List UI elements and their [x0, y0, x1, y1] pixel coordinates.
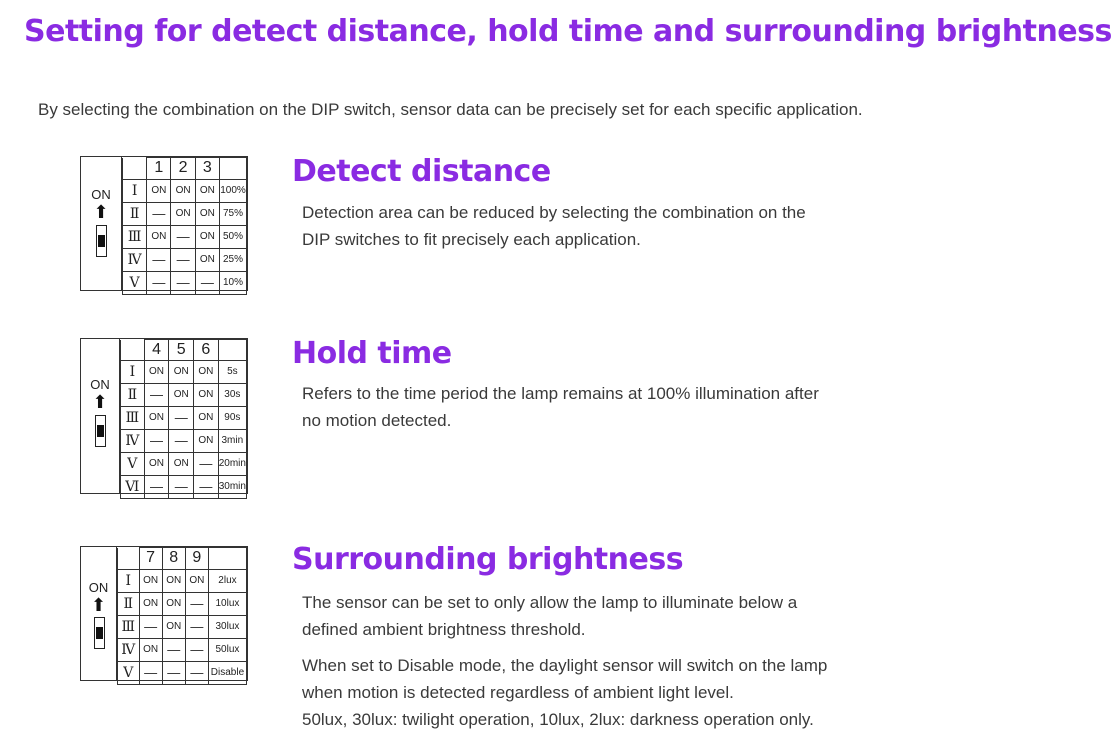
mode-numeral: Ⅴ [121, 452, 145, 475]
description-line: when motion is detected regardless of ambient light level. [302, 683, 734, 702]
switch-state-cell: — [147, 248, 171, 271]
switch-state-cell: — [185, 615, 208, 638]
setting-value-cell: 50lux [208, 638, 246, 661]
switch-state-cell: ON [162, 615, 185, 638]
page-title: Setting for detect distance, hold time and surrounding brightness [24, 14, 1112, 49]
switch-number-header: 3 [195, 158, 219, 180]
switch-state-cell: — [195, 271, 219, 294]
value-header-blank [219, 158, 246, 180]
table-row [123, 179, 247, 202]
switch-state-cell: ON [194, 429, 219, 452]
dip-switch-table [80, 546, 248, 681]
switch-number-header: 9 [185, 548, 208, 570]
table-row [118, 661, 247, 684]
switch-state-cell: ON [169, 383, 194, 406]
table-row [121, 452, 247, 475]
section-description [302, 199, 806, 253]
mode-numeral: Ⅳ [123, 248, 147, 271]
switch-state-cell: ON [144, 406, 169, 429]
setting-value-cell: 2lux [208, 569, 246, 592]
mode-numeral: Ⅲ [118, 615, 140, 638]
header-blank-cell [118, 548, 140, 570]
description-line: DIP switches to fit precisely each application. [302, 230, 641, 249]
switch-number-header: 4 [144, 340, 169, 361]
intro-text: By selecting the combination on the DIP switch, sensor data can be precisely set for each specific application. [38, 100, 863, 119]
switch-state-cell: ON [139, 638, 162, 661]
table-row [118, 615, 247, 638]
section-description [302, 589, 827, 733]
switch-state-cell: ON [162, 592, 185, 615]
switch-on-label: ON [90, 377, 110, 392]
switch-state-cell: — [185, 638, 208, 661]
mode-numeral: Ⅲ [123, 225, 147, 248]
switch-state-cell: ON [194, 406, 219, 429]
header-blank-cell [121, 340, 145, 361]
setting-value-cell: 10lux [208, 592, 246, 615]
description-line: Detection area can be reduced by selecting the combination on the [302, 203, 806, 222]
dip-combination-table [122, 157, 247, 295]
description-line: When set to Disable mode, the daylight sensor will switch on the lamp [302, 656, 828, 675]
description-line: Refers to the time period the lamp remains at 100% illumination after [302, 384, 819, 403]
switch-number-header: 1 [147, 158, 171, 180]
dip-switch-table [80, 156, 248, 291]
table-row [123, 202, 247, 225]
switch-state-cell: ON [195, 179, 219, 202]
switch-state-cell: — [169, 406, 194, 429]
dip-combination-table [120, 339, 247, 499]
mode-numeral: Ⅰ [123, 179, 147, 202]
switch-state-cell: — [162, 661, 185, 684]
switch-slider-icon [94, 617, 105, 649]
switch-state-cell: ON [169, 452, 194, 475]
setting-value-cell: 75% [219, 202, 246, 225]
switch-state-cell: ON [147, 225, 171, 248]
switch-slider-icon [96, 225, 107, 257]
table-row [118, 638, 247, 661]
dip-switch-illustration [81, 157, 122, 290]
mode-numeral: Ⅳ [118, 638, 140, 661]
switch-state-cell: — [144, 429, 169, 452]
table-row [121, 383, 247, 406]
switch-number-header: 5 [169, 340, 194, 361]
switch-state-cell: ON [144, 360, 169, 383]
mode-numeral: Ⅱ [121, 383, 145, 406]
setting-value-cell: 30lux [208, 615, 246, 638]
section-description [302, 380, 819, 434]
mode-numeral: Ⅱ [123, 202, 147, 225]
mode-numeral: Ⅴ [123, 271, 147, 294]
section-heading: Hold time [292, 336, 452, 371]
switch-state-cell: — [144, 383, 169, 406]
arrow-up-icon: ⬆ [90, 595, 107, 615]
arrow-up-icon: ⬆ [93, 202, 109, 222]
switch-state-cell: — [171, 225, 195, 248]
table-row [118, 569, 247, 592]
table-header-row [123, 158, 247, 180]
setting-value-cell: 25% [219, 248, 246, 271]
switch-state-cell: — [144, 475, 169, 498]
setting-value-cell: 50% [219, 225, 246, 248]
section-heading: Detect distance [292, 154, 551, 189]
switch-state-cell: ON [144, 452, 169, 475]
table-row [123, 271, 247, 294]
table-row [121, 475, 247, 498]
setting-value-cell: 30min [218, 475, 246, 498]
setting-value-cell: 30s [218, 383, 246, 406]
setting-value-cell: 3min [218, 429, 246, 452]
switch-state-cell: — [194, 475, 219, 498]
description-line: The sensor can be set to only allow the lamp to illuminate below a [302, 593, 798, 612]
switch-number-header: 2 [171, 158, 195, 180]
table-row [121, 406, 247, 429]
switch-state-cell: — [185, 592, 208, 615]
switch-state-cell: ON [162, 569, 185, 592]
switch-slider-icon [95, 415, 106, 447]
header-blank-cell [123, 158, 147, 180]
dip-switch-table [80, 338, 248, 494]
switch-state-cell: — [139, 615, 162, 638]
section-heading: Surrounding brightness [292, 542, 684, 577]
switch-knob [97, 425, 104, 437]
setting-value-cell: 90s [218, 406, 246, 429]
switch-state-cell: ON [171, 179, 195, 202]
switch-number-header: 7 [139, 548, 162, 570]
switch-state-cell: — [169, 475, 194, 498]
table-row [118, 592, 247, 615]
setting-value-cell: 20min [218, 452, 246, 475]
mode-numeral: Ⅰ [118, 569, 140, 592]
table-header-row [118, 548, 247, 570]
description-line: defined ambient brightness threshold. [302, 620, 586, 639]
table-row [121, 429, 247, 452]
setting-value-cell: 10% [219, 271, 246, 294]
setting-value-cell: 100% [219, 179, 246, 202]
switch-state-cell: ON [194, 360, 219, 383]
value-header-blank [208, 548, 246, 570]
mode-numeral: Ⅴ [118, 661, 140, 684]
switch-state-cell: — [162, 638, 185, 661]
switch-state-cell: ON [139, 592, 162, 615]
switch-state-cell: — [185, 661, 208, 684]
table-header-row [121, 340, 247, 361]
table-row [123, 225, 247, 248]
dip-combination-table [117, 547, 247, 685]
switch-knob [96, 627, 103, 639]
switch-state-cell: ON [195, 202, 219, 225]
switch-state-cell: — [171, 271, 195, 294]
switch-state-cell: ON [139, 569, 162, 592]
switch-state-cell: — [194, 452, 219, 475]
switch-knob [98, 235, 105, 247]
switch-number-header: 6 [194, 340, 219, 361]
switch-state-cell: ON [194, 383, 219, 406]
mode-numeral: Ⅰ [121, 360, 145, 383]
switch-state-cell: — [147, 271, 171, 294]
switch-state-cell: ON [169, 360, 194, 383]
mode-numeral: Ⅵ [121, 475, 145, 498]
setting-value-cell: 5s [218, 360, 246, 383]
dip-switch-illustration [81, 339, 120, 493]
switch-on-label: ON [88, 580, 109, 595]
switch-on-label: ON [91, 187, 111, 202]
switch-state-cell: ON [185, 569, 208, 592]
switch-state-cell: ON [195, 248, 219, 271]
switch-state-cell: ON [171, 202, 195, 225]
mode-numeral: Ⅱ [118, 592, 140, 615]
table-row [123, 248, 247, 271]
arrow-up-icon: ⬆ [92, 392, 108, 412]
description-line: no motion detected. [302, 411, 452, 430]
switch-state-cell: — [171, 248, 195, 271]
setting-value-cell: Disable [208, 661, 246, 684]
switch-state-cell: ON [195, 225, 219, 248]
dip-switch-illustration [81, 547, 117, 680]
mode-numeral: Ⅲ [121, 406, 145, 429]
switch-state-cell: — [169, 429, 194, 452]
switch-state-cell: ON [147, 179, 171, 202]
switch-state-cell: — [139, 661, 162, 684]
mode-numeral: Ⅳ [121, 429, 145, 452]
value-header-blank [218, 340, 246, 361]
switch-state-cell: — [147, 202, 171, 225]
switch-number-header: 8 [162, 548, 185, 570]
description-line: 50lux, 30lux: twilight operation, 10lux, 2lux: darkness operation only. [302, 710, 814, 729]
table-row [121, 360, 247, 383]
